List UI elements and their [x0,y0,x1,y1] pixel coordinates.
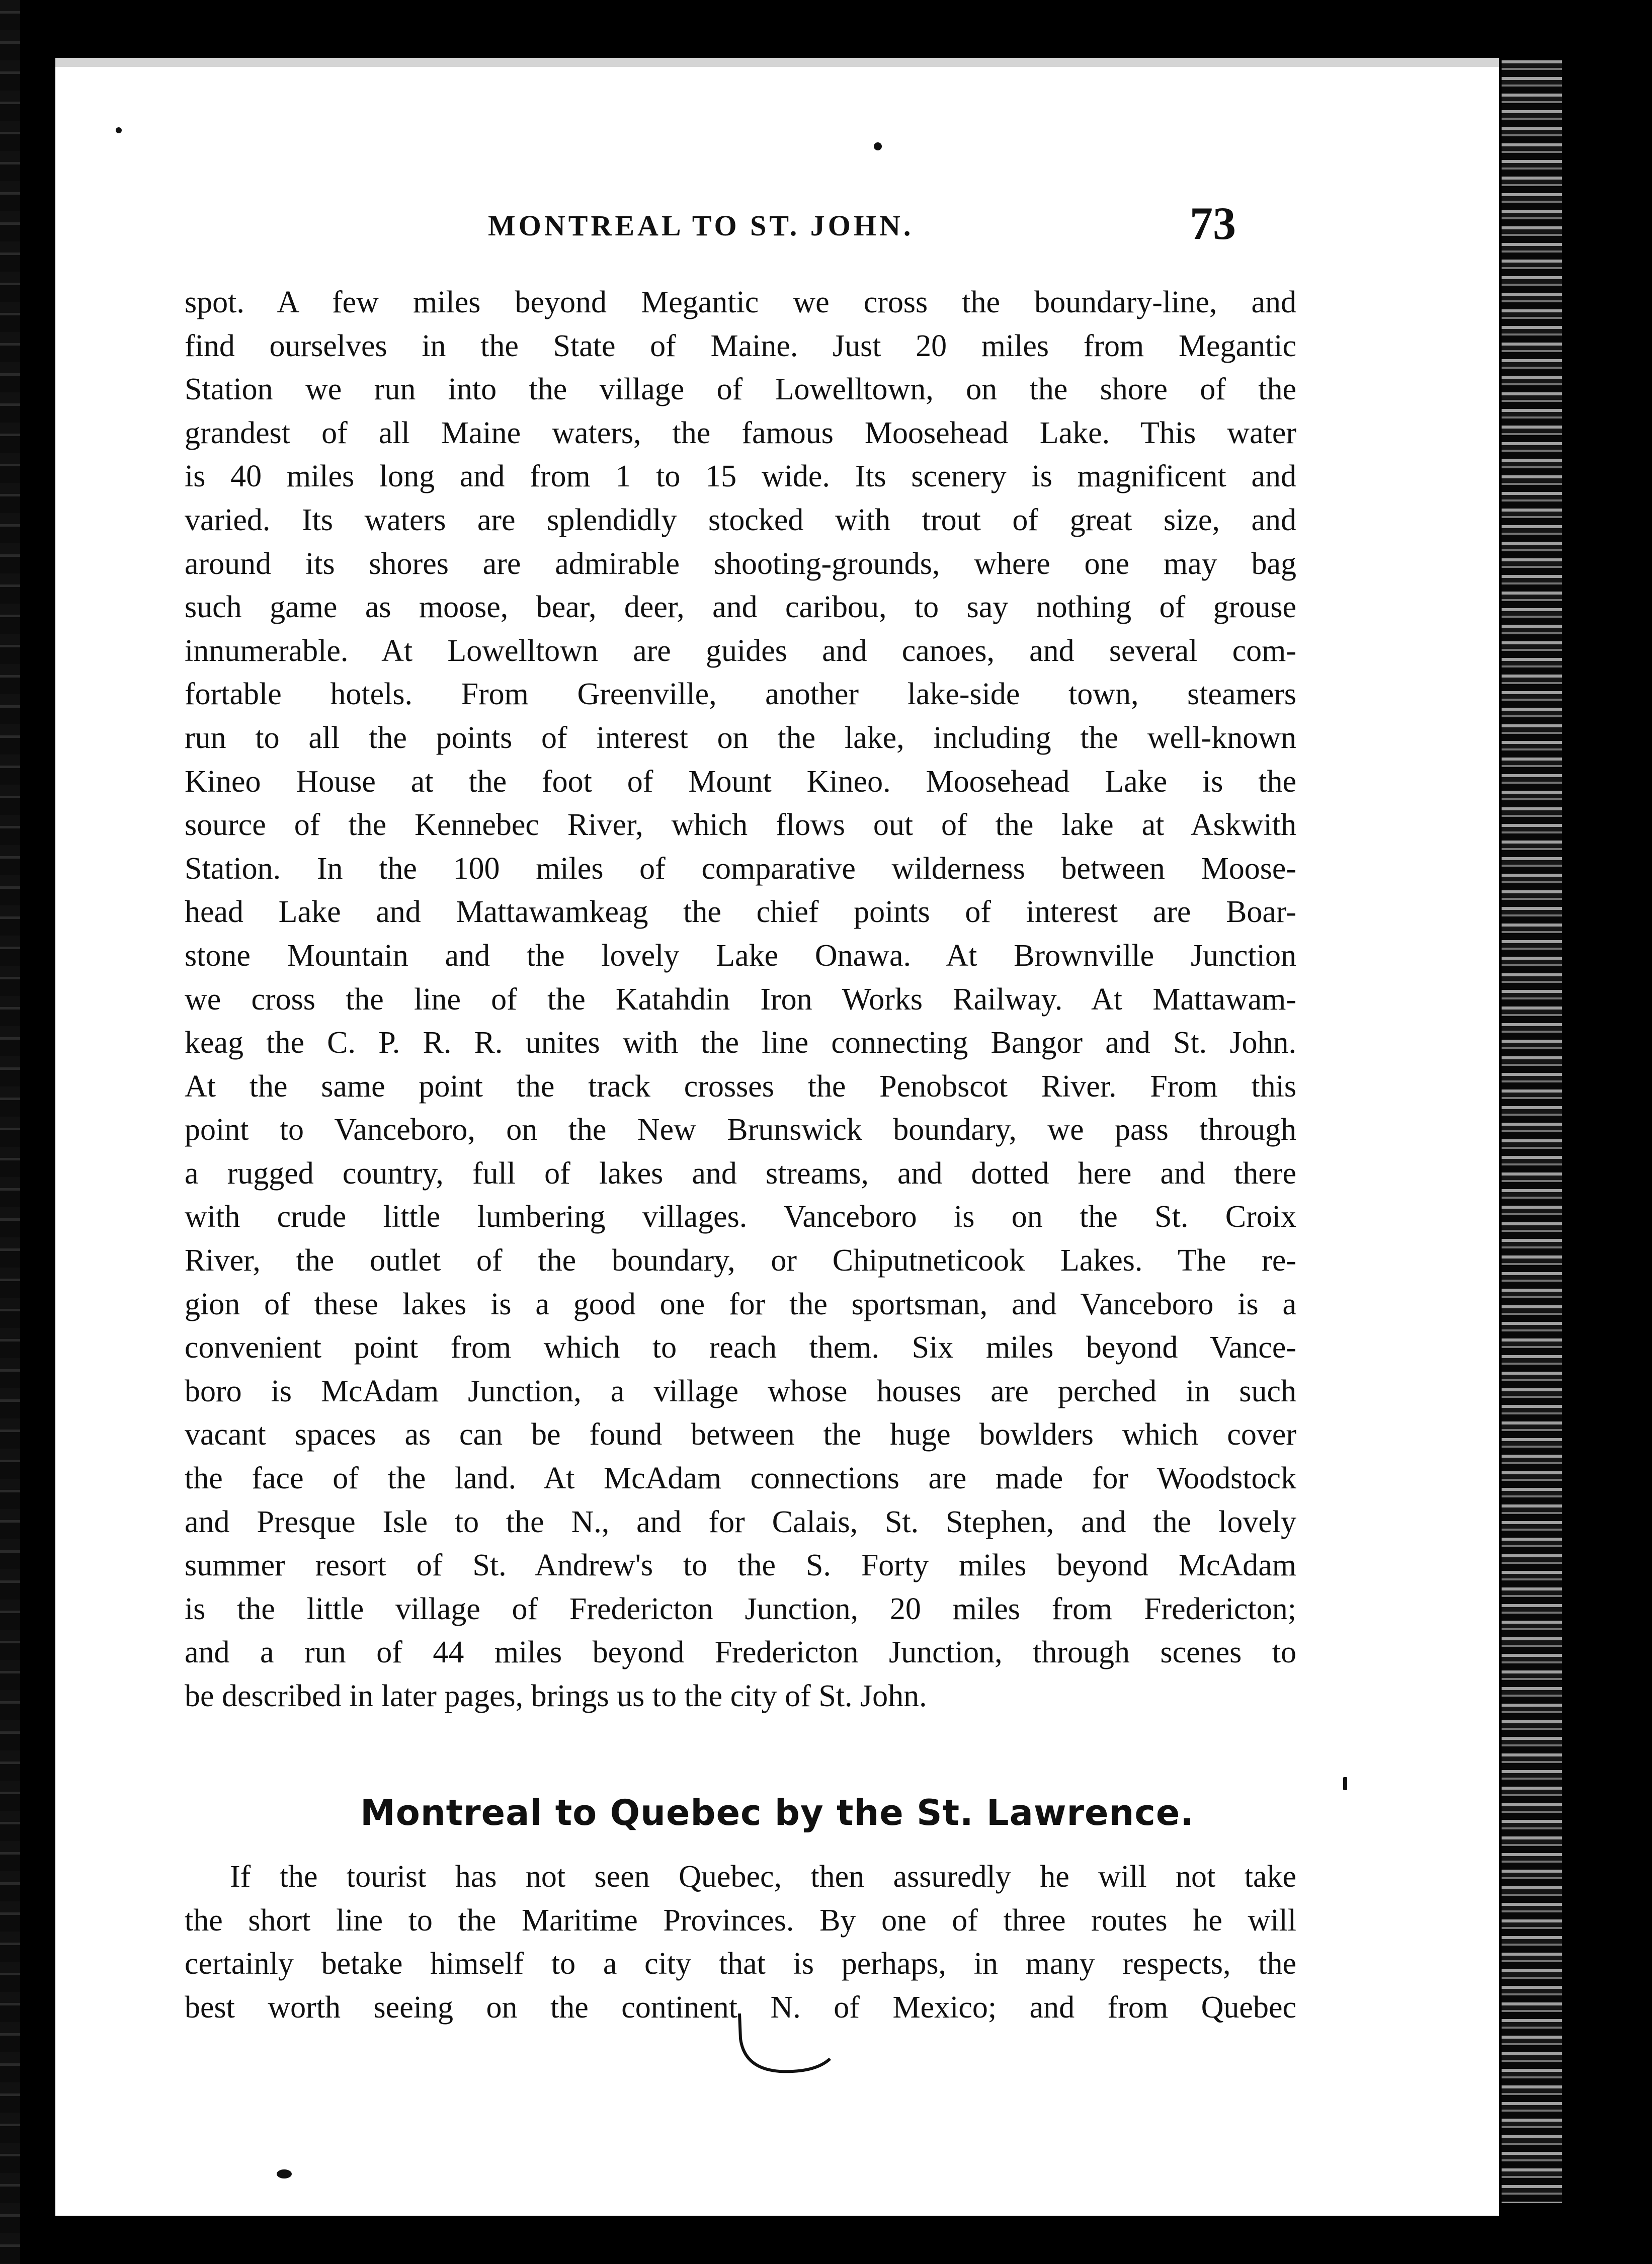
text-line: Station. In the 100 miles of comparative wilderness between Moose- [185,851,1296,886]
ink-spot [116,127,122,133]
text-line: be described in later pages, brings us to the city of St. John. [185,1679,927,1713]
text-line: vacant spaces as can be found between the huge bowlders which cover [185,1417,1296,1452]
paragraph-2 [185,1855,1296,2029]
text-line: River, the outlet of the boundary, or Chiputneticook Lakes. The re- [185,1243,1296,1278]
text-line: Kineo House at the foot of Mount Kineo. Moosehead Lake is the [185,764,1296,799]
text-line: run to all the points of interest on the lake, including the well-known [185,720,1296,755]
text-line: we cross the line of the Katahdin Iron Works Railway. At Mattawam- [185,982,1296,1017]
text-line: around its shores are admirable shooting-grounds, where one may bag [185,546,1296,581]
running-head [55,198,1499,253]
text-line: At the same point the track crosses the Penobscot River. From this [185,1069,1296,1104]
pen-mark [729,2008,850,2094]
ink-spot [1343,1777,1347,1790]
book-page [55,58,1499,2216]
ink-spot [874,142,882,150]
text-line: spot. A few miles beyond Megantic we cross the boundary-line, and [185,285,1296,319]
text-line: source of the Kennebec River, which flows out of the lake at Askwith [185,808,1296,843]
running-title: MONTREAL TO ST. JOHN. [488,209,914,242]
text-line: the short line to the Maritime Provinces. By one of three routes he will [185,1903,1296,1938]
text-line: and a run of 44 miles beyond Fredericton Junction, through scenes to [185,1635,1296,1670]
text-line: is 40 miles long and from 1 to 15 wide. Its scenery is magnificent and [185,459,1296,494]
text-line: stone Mountain and the lovely Lake Onawa. At Brownville Junction [185,938,1296,973]
text-line: such game as moose, bear, deer, and caribou, to say nothing of grouse [185,590,1296,625]
text-line: head Lake and Mattawamkeag the chief points of interest are Boar- [185,895,1296,930]
text-line: boro is McAdam Junction, a village whose houses are perched in such [185,1374,1296,1408]
text-line: fortable hotels. From Greenville, another lake-side town, steamers [185,677,1296,712]
text-line: innumerable. At Lowelltown are guides and canoes, and several com- [185,633,1296,668]
page-number: 73 [1190,198,1236,249]
text-line: find ourselves in the State of Maine. Just 20 miles from Megantic [185,328,1296,363]
ink-spot [277,2169,292,2178]
text-line: keag the C. P. R. R. unites with the line connecting Bangor and St. John. [185,1026,1296,1060]
text-line: If the tourist has not seen Quebec, then assuredly he will not take [230,1860,1296,1894]
text-line: certainly betake himself to a city that is perhaps, in many respects, the [185,1947,1296,1981]
text-line: gion of these lakes is a good one for the sportsman, and Vanceboro is a [185,1287,1296,1321]
text-line: Station we run into the village of Lowelltown, on the shore of the [185,372,1296,407]
text-line: varied. Its waters are splendidly stocked with trout of great size, and [185,502,1296,537]
section-heading: Montreal to Quebec by the St. Lawrence. [360,1792,1194,1833]
text-line: best worth seeing on the continent N. of Mexico; and from Quebec [185,1990,1296,2025]
scan-border-right [1502,60,1562,2203]
text-line: is the little village of Fredericton Junction, 20 miles from Fredericton; [185,1591,1296,1626]
text-line: a rugged country, full of lakes and streams, and dotted here and there [185,1156,1296,1191]
text-line: convenient point from which to reach them. Six miles beyond Vance- [185,1330,1296,1365]
paragraph-1 [185,281,1296,1718]
text-line: with crude little lumbering villages. Vanceboro is on the St. Croix [185,1200,1296,1234]
text-line: summer resort of St. Andrew's to the S. Forty miles beyond McAdam [185,1548,1296,1583]
text-line: and Presque Isle to the N., and for Calais, St. Stephen, and the lovely [185,1504,1296,1539]
text-line: the face of the land. At McAdam connections are made for Woodstock [185,1461,1296,1496]
scan-border-left [0,0,20,2264]
text-line: point to Vanceboro, on the New Brunswick boundary, we pass through [185,1113,1296,1147]
text-line: grandest of all Maine waters, the famous Moosehead Lake. This water [185,415,1296,450]
